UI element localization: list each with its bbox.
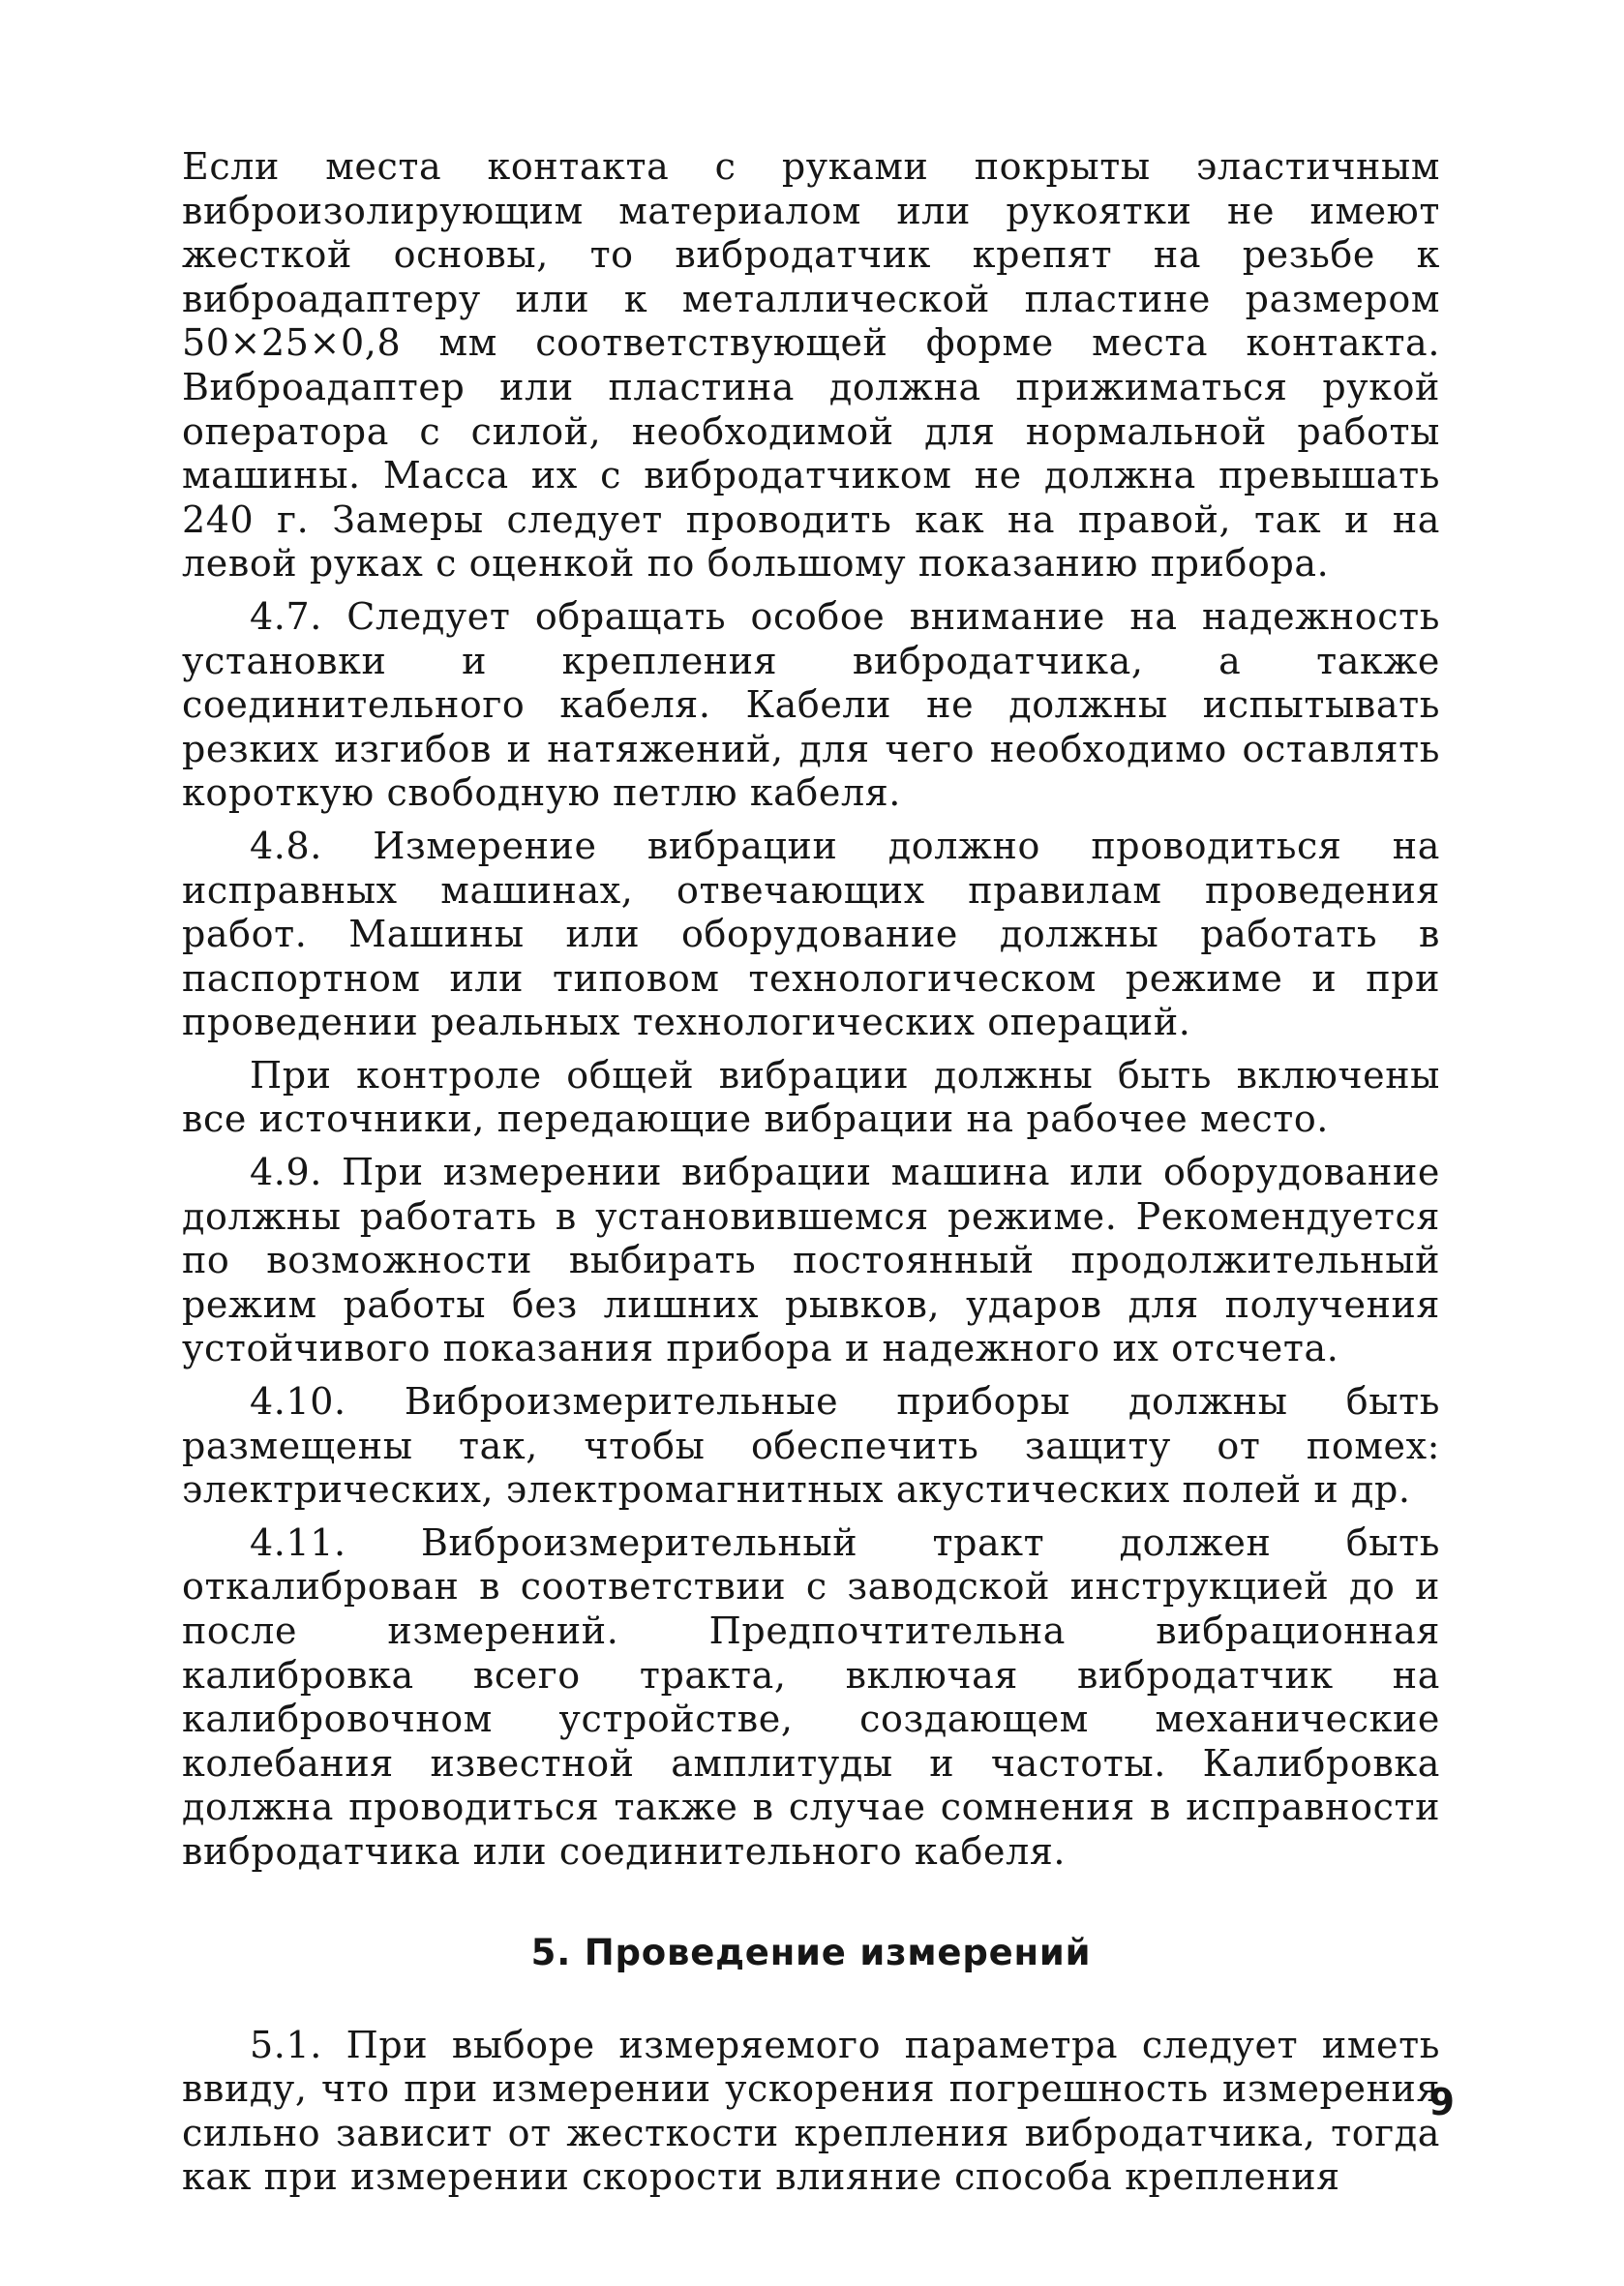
document-page xyxy=(182,145,1440,2200)
paragraph-4-8: 4.8. Измерение вибрации должно проводиться на исправных машинах, отвечающих правилам проведения работ. Машины или оборудование должны работать в паспортном или типовом технологическом режиме и при проведении реальных технологических операций. xyxy=(182,824,1440,1044)
paragraph-4-10: 4.10. Виброизмерительные приборы должны быть размещены так, чтобы обеспечить защиту от помех: электрических, электромагнитных акустических полей и др. xyxy=(182,1380,1440,1512)
paragraph-5-1: 5.1. При выборе измеряемого параметра следует иметь ввиду, что при измерении ускорения погрешность измерения сильно зависит от жесткости крепления вибродатчика, тогда как при измерении скорости влияние способа крепления xyxy=(182,2023,1440,2199)
paragraph-4-9: 4.9. При измерении вибрации машина или оборудование должны работать в установившемся режиме. Рекомендуется по возможности выбирать постоянный продолжительный режим работы без лишних рывков, ударов для получения устойчивого показания прибора и надежного их отсчета. xyxy=(182,1151,1440,1370)
paragraph-4-7: 4.7. Следует обращать особое внимание на надежность установки и крепления вибродатчика, а также соединительного кабеля. Кабели не должны испытывать резких изгибов и натяжений, для чего необходимо оставлять короткую свободную петлю кабеля. xyxy=(182,594,1440,815)
section-heading: 5. Проведение измерений xyxy=(530,1931,1092,1973)
paragraph-general-vibration: При контроле общей вибрации должны быть включены все источники, передающие вибрации на рабочее место. xyxy=(182,1053,1440,1141)
paragraph-mounting: Если места контакта с руками покрыты эластичным виброизолирующим материалом или рукоятки не имеют жесткой основы, то вибродатчик крепят на резьбе к виброадаптеру или к металлической пластине размером 50×25×0,8 мм соответствующей форме места контакта. Виброадаптер или пластина должна прижиматься рукой оператора с силой, необходимой для нормальной работы машины. Масса их с вибродатчиком не должна превышать 240 г. Замеры следует проводить как на правой, так и на левой руках с оценкой по большому показанию прибора. xyxy=(182,145,1440,586)
page-number: 9 xyxy=(1429,2081,1455,2123)
paragraph-4-11: 4.11. Виброизмерительный тракт должен быть откалиброван в соответствии с заводской инструкцией до и после измерений. Предпочтительна вибрационная калибровка всего тракта, включая вибродатчик на калибровочном устройстве, создающем механические колебания известной амплитуды и частоты. Калибровка должна проводиться также в случае сомнения в исправности вибродатчика или соединительного кабеля. xyxy=(182,1520,1440,1873)
